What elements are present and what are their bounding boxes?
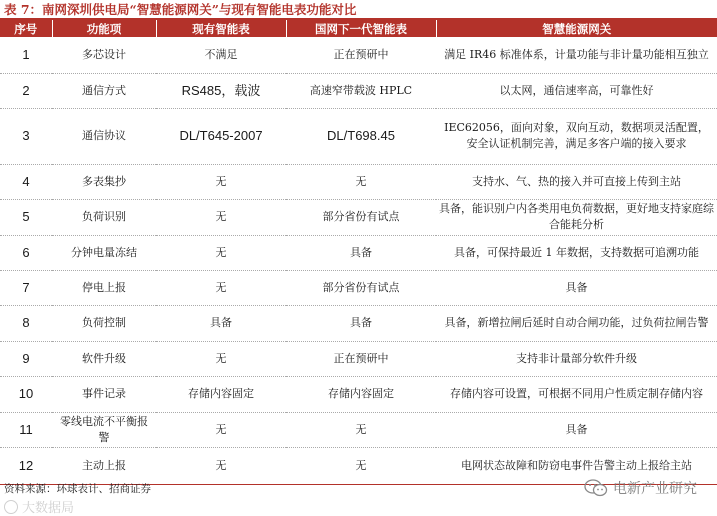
watermark-secondary-text: 大数据局 — [22, 501, 75, 516]
cell-gateway: 支持非计量部分软件升级 — [436, 341, 717, 376]
cell-gateway: 具备，可保持最近 1 年数据，支持数据可追溯功能 — [436, 235, 717, 270]
cell-feature: 软件升级 — [52, 341, 156, 376]
cell-gateway: 存储内容可设置，可根据不同用户性质定制存储内容 — [436, 376, 717, 412]
table-header-row — [0, 20, 717, 37]
wechat-icon — [584, 479, 608, 497]
cell-feature: 事件记录 — [52, 376, 156, 412]
cell-feature: 通信协议 — [52, 108, 156, 164]
comparison-table — [0, 20, 717, 485]
cell-no: 3 — [0, 108, 52, 164]
cell-next-gen: 部分省份有试点 — [286, 270, 436, 305]
cell-no: 9 — [0, 341, 52, 376]
table-row — [0, 412, 717, 447]
cell-current: 无 — [156, 447, 286, 484]
cell-gateway: 以太网，通信速率高，可靠性好 — [436, 73, 717, 108]
cell-current: 无 — [156, 341, 286, 376]
cell-gateway: 满足 IR46 标准体系，计量功能与非计量功能相互独立 — [436, 37, 717, 73]
watermark — [584, 478, 697, 498]
cell-current: 无 — [156, 412, 286, 447]
watermark-text: 电新产业研究 — [613, 481, 697, 497]
source-note: 资料来源：环球表计、招商证券 — [4, 483, 151, 495]
cell-feature: 通信方式 — [52, 73, 156, 108]
cell-next-gen: 高速窄带载波 HPLC — [286, 73, 436, 108]
cell-next-gen: DL/T698.45 — [286, 108, 436, 164]
table-row — [0, 164, 717, 199]
cell-feature: 多芯设计 — [52, 37, 156, 73]
cell-feature: 多表集抄 — [52, 164, 156, 199]
cell-next-gen: 部分省份有试点 — [286, 199, 436, 235]
cell-feature: 停电上报 — [52, 270, 156, 305]
cell-feature: 分钟电量冻结 — [52, 235, 156, 270]
cell-no: 6 — [0, 235, 52, 270]
table-row — [0, 199, 717, 235]
cell-gateway: 具备 — [436, 412, 717, 447]
cell-next-gen: 正在预研中 — [286, 37, 436, 73]
cell-feature: 负荷识别 — [52, 199, 156, 235]
cell-no: 5 — [0, 199, 52, 235]
cell-current: 无 — [156, 235, 286, 270]
cell-next-gen: 无 — [286, 447, 436, 484]
cell-current: 无 — [156, 270, 286, 305]
cell-current: 无 — [156, 164, 286, 199]
table-row — [0, 37, 717, 73]
cell-no: 1 — [0, 37, 52, 73]
cell-current: RS485，载波 — [156, 73, 286, 108]
cell-feature: 负荷控制 — [52, 305, 156, 341]
table-row — [0, 270, 717, 305]
cell-gateway: IEC62056，面向对象，双向互动，数据项灵活配置，安全认证机制完善，满足多客户端的接入要求 — [436, 108, 717, 164]
table-row — [0, 73, 717, 108]
cell-no: 11 — [0, 412, 52, 447]
header-no: 序号 — [0, 20, 52, 37]
cell-next-gen: 存储内容固定 — [286, 376, 436, 412]
cell-current: DL/T645-2007 — [156, 108, 286, 164]
header-next-gen-meter: 国网下一代智能表 — [286, 20, 436, 37]
cell-gateway: 具备，新增拉闸后延时自动合闸功能，过负荷拉闸告警 — [436, 305, 717, 341]
cell-no: 4 — [0, 164, 52, 199]
cell-gateway: 具备，能识别户内各类用电负荷数据，更好地支持家庭综合能耗分析 — [436, 199, 717, 235]
watermark-secondary — [4, 497, 74, 516]
cell-no: 8 — [0, 305, 52, 341]
cell-current: 具备 — [156, 305, 286, 341]
cell-current: 存储内容固定 — [156, 376, 286, 412]
table-row — [0, 341, 717, 376]
table-row — [0, 376, 717, 412]
header-current-meter: 现有智能表 — [156, 20, 286, 37]
cell-no: 2 — [0, 73, 52, 108]
cell-gateway: 支持水、气、热的接入并可直接上传到主站 — [436, 164, 717, 199]
cell-next-gen: 正在预研中 — [286, 341, 436, 376]
cell-next-gen: 具备 — [286, 235, 436, 270]
cell-current: 不满足 — [156, 37, 286, 73]
header-energy-gateway: 智慧能源网关 — [436, 20, 717, 37]
cell-next-gen: 无 — [286, 164, 436, 199]
cell-gateway: 电网状态故障和防窃电事件告警主动上报给主站 — [436, 447, 717, 484]
circle-logo-icon — [4, 500, 18, 514]
cell-no: 7 — [0, 270, 52, 305]
cell-no: 12 — [0, 447, 52, 484]
cell-next-gen: 无 — [286, 412, 436, 447]
table-row — [0, 235, 717, 270]
cell-gateway: 具备 — [436, 270, 717, 305]
cell-next-gen: 具备 — [286, 305, 436, 341]
cell-feature: 主动上报 — [52, 447, 156, 484]
cell-feature: 零线电流不平衡报警 — [52, 412, 156, 447]
header-feature: 功能项 — [52, 20, 156, 37]
cell-current: 无 — [156, 199, 286, 235]
cell-no: 10 — [0, 376, 52, 412]
table-title: 表 7：南网深圳供电局“智慧能源网关”与现有智能电表功能对比 — [4, 2, 357, 17]
table-row — [0, 108, 717, 164]
table-row — [0, 305, 717, 341]
